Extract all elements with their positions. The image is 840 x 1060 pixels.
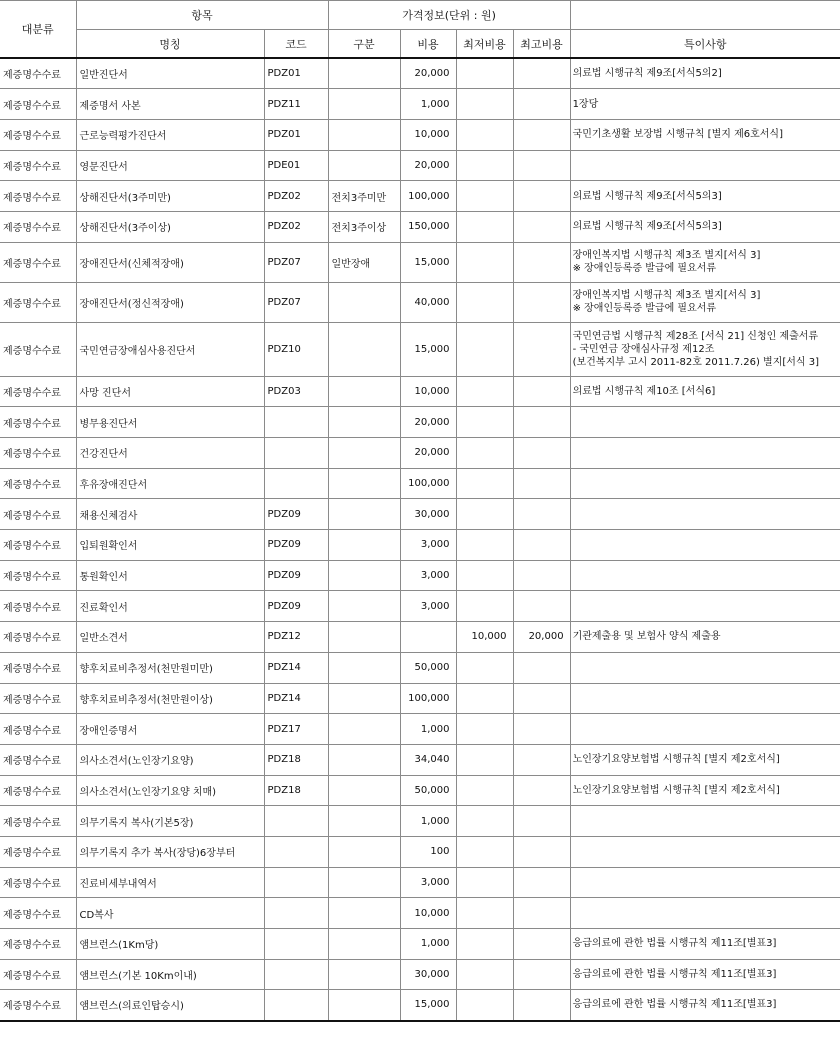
division-cell [328,322,400,376]
note-cell [570,652,840,683]
max-cost-cell [513,181,570,212]
name-cell: 사망 진단서 [76,376,264,407]
min-cost-cell [456,775,513,806]
cost-cell: 100,000 [400,468,456,499]
header-code: 코드 [264,30,328,59]
name-cell: CD복사 [76,898,264,929]
name-cell: 의무기록지 추가 복사(장당)6장부터 [76,836,264,867]
table-row [0,407,840,438]
min-cost-cell [456,959,513,990]
table-row [0,990,840,1021]
category-cell: 제증명수수료 [0,438,76,469]
name-cell: 후유장애진단서 [76,468,264,499]
code-cell [264,929,328,960]
division-cell [328,714,400,745]
cost-cell: 15,000 [400,242,456,282]
min-cost-cell [456,591,513,622]
name-cell: 장애진단서(정신적장애) [76,282,264,322]
category-cell: 제증명수수료 [0,836,76,867]
table-body [0,58,840,1021]
cost-cell: 34,040 [400,744,456,775]
note-cell [570,867,840,898]
name-cell: 장애진단서(신체적장애) [76,242,264,282]
division-cell [328,376,400,407]
division-cell [328,959,400,990]
category-cell: 제증명수수료 [0,211,76,242]
table-row [0,806,840,837]
note-cell: 의료법 시행규칙 제9조[서식5의2] [570,58,840,89]
note-cell: 노인장기요양보험법 시행규칙 [별지 제2호서식] [570,775,840,806]
name-cell: 병무용진단서 [76,407,264,438]
category-cell: 제증명수수료 [0,714,76,745]
name-cell: 향후치료비추정서(천만원미만) [76,652,264,683]
table-row [0,150,840,181]
max-cost-cell [513,407,570,438]
category-cell: 제증명수수료 [0,530,76,561]
name-cell: 향후치료비추정서(천만원이상) [76,683,264,714]
code-cell: PDZ07 [264,282,328,322]
max-cost-cell [513,929,570,960]
note-cell [570,591,840,622]
cost-cell: 150,000 [400,211,456,242]
table-row [0,322,840,376]
note-cell [570,407,840,438]
division-cell [328,591,400,622]
code-cell: PDZ14 [264,683,328,714]
header-note: 특이사항 [570,30,840,59]
max-cost-cell [513,714,570,745]
cost-cell: 10,000 [400,898,456,929]
division-cell [328,530,400,561]
table-row [0,714,840,745]
category-cell: 제증명수수료 [0,499,76,530]
max-cost-cell [513,468,570,499]
cost-cell: 15,000 [400,990,456,1021]
min-cost-cell [456,376,513,407]
min-cost-cell [456,530,513,561]
name-cell: 일반진단서 [76,58,264,89]
min-cost-cell [456,836,513,867]
name-cell: 앰브런스(1Km당) [76,929,264,960]
max-cost-cell [513,867,570,898]
max-cost-cell [513,119,570,150]
code-cell: PDZ18 [264,775,328,806]
table-row [0,89,840,120]
division-cell [328,560,400,591]
name-cell: 근로능력평가진단서 [76,119,264,150]
note-cell: 응급의료에 관한 법률 시행규칙 제11조[별표3] [570,990,840,1021]
table-row [0,683,840,714]
name-cell: 통원확인서 [76,560,264,591]
min-cost-cell [456,714,513,745]
category-cell: 제증명수수료 [0,867,76,898]
category-cell: 제증명수수료 [0,744,76,775]
code-cell [264,438,328,469]
header-item-group: 항목 [76,1,328,30]
note-cell: 노인장기요양보험법 시행규칙 [별지 제2호서식] [570,744,840,775]
table-row [0,560,840,591]
cost-cell: 1,000 [400,806,456,837]
max-cost-cell [513,499,570,530]
max-cost-cell [513,242,570,282]
name-cell: 진료확인서 [76,591,264,622]
note-cell [570,683,840,714]
division-cell [328,438,400,469]
code-cell: PDZ18 [264,744,328,775]
min-cost-cell [456,652,513,683]
division-cell [328,775,400,806]
cost-cell: 20,000 [400,150,456,181]
name-cell: 상해진단서(3주이상) [76,211,264,242]
note-cell: 응급의료에 관한 법률 시행규칙 제11조[별표3] [570,959,840,990]
cost-cell: 3,000 [400,591,456,622]
min-cost-cell [456,119,513,150]
cost-cell: 3,000 [400,530,456,561]
category-cell: 제증명수수료 [0,775,76,806]
code-cell [264,836,328,867]
division-cell [328,89,400,120]
max-cost-cell [513,591,570,622]
category-cell: 제증명수수료 [0,376,76,407]
name-cell: 제증명서 사본 [76,89,264,120]
table-row [0,438,840,469]
min-cost-cell [456,58,513,89]
code-cell [264,990,328,1021]
max-cost-cell [513,150,570,181]
table-row [0,499,840,530]
max-cost-cell [513,376,570,407]
min-cost-cell [456,181,513,212]
category-cell: 제증명수수료 [0,242,76,282]
note-cell: 응급의료에 관한 법률 시행규칙 제11조[별표3] [570,929,840,960]
name-cell: 건강진단서 [76,438,264,469]
category-cell: 제증명수수료 [0,560,76,591]
min-cost-cell [456,211,513,242]
name-cell: 앰브런스(기본 10Km이내) [76,959,264,990]
min-cost-cell [456,683,513,714]
code-cell: PDZ09 [264,591,328,622]
min-cost-cell [456,806,513,837]
note-cell: 의료법 시행규칙 제10조 [서식6] [570,376,840,407]
code-cell: PDZ09 [264,560,328,591]
table-row [0,959,840,990]
category-cell: 제증명수수료 [0,683,76,714]
cost-cell [400,622,456,653]
name-cell: 상해진단서(3주미만) [76,181,264,212]
code-cell [264,959,328,990]
note-cell: 국민연금법 시행규칙 제28조 [서식 21] 신청인 제출서류 - 국민연금 장애심사규정 제12조 (보건복지부 고시 2011-82호 2011.7.26) 별지[서식 3] [570,322,840,376]
note-cell [570,150,840,181]
cost-cell: 20,000 [400,407,456,438]
note-cell [570,714,840,745]
category-cell: 제증명수수료 [0,119,76,150]
max-cost-cell [513,211,570,242]
min-cost-cell [456,89,513,120]
table-row [0,744,840,775]
name-cell: 진료비세부내역서 [76,867,264,898]
min-cost-cell [456,560,513,591]
cost-cell: 40,000 [400,282,456,322]
cost-cell: 50,000 [400,775,456,806]
division-cell [328,622,400,653]
category-cell: 제증명수수료 [0,181,76,212]
header-name: 명칭 [76,30,264,59]
note-cell [570,438,840,469]
max-cost-cell [513,744,570,775]
name-cell: 채용신체검사 [76,499,264,530]
category-cell: 제증명수수료 [0,652,76,683]
table-row [0,468,840,499]
cost-cell: 50,000 [400,652,456,683]
note-cell: 의료법 시행규칙 제9조[서식5의3] [570,211,840,242]
table-row [0,836,840,867]
code-cell [264,806,328,837]
table-row [0,376,840,407]
cost-cell: 1,000 [400,89,456,120]
code-cell: PDZ11 [264,89,328,120]
max-cost-cell [513,959,570,990]
table-row [0,622,840,653]
code-cell [264,468,328,499]
min-cost-cell [456,744,513,775]
table-row [0,181,840,212]
max-cost-cell [513,990,570,1021]
code-cell [264,867,328,898]
cost-cell: 30,000 [400,959,456,990]
name-cell: 의무기록지 복사(기본5장) [76,806,264,837]
cost-cell: 3,000 [400,560,456,591]
division-cell [328,836,400,867]
code-cell: PDZ02 [264,181,328,212]
table-row [0,242,840,282]
category-cell: 제증명수수료 [0,622,76,653]
header-price-group: 가격정보(단위 : 원) [328,1,570,30]
note-cell: 국민기초생활 보장법 시행규칙 [별지 제6호서식] [570,119,840,150]
max-cost-cell [513,438,570,469]
max-cost-cell [513,683,570,714]
division-cell [328,407,400,438]
name-cell: 입퇴원확인서 [76,530,264,561]
division-cell [328,744,400,775]
min-cost-cell [456,407,513,438]
code-cell: PDZ02 [264,211,328,242]
division-cell [328,150,400,181]
min-cost-cell [456,282,513,322]
cost-cell: 1,000 [400,714,456,745]
max-cost-cell [513,898,570,929]
division-cell [328,990,400,1021]
min-cost-cell [456,468,513,499]
note-cell [570,560,840,591]
division-cell [328,282,400,322]
code-cell: PDZ09 [264,499,328,530]
header-category: 대분류 [0,1,76,59]
cost-cell: 10,000 [400,376,456,407]
max-cost-cell [513,806,570,837]
note-cell [570,806,840,837]
note-cell: 기관제출용 및 보험사 양식 제출용 [570,622,840,653]
cost-cell: 20,000 [400,58,456,89]
table-row [0,211,840,242]
table-row [0,119,840,150]
code-cell: PDZ07 [264,242,328,282]
min-cost-cell [456,867,513,898]
min-cost-cell [456,150,513,181]
max-cost-cell [513,775,570,806]
max-cost-cell [513,560,570,591]
name-cell: 국민연금장애심사용진단서 [76,322,264,376]
table-row [0,898,840,929]
division-cell: 전치3주이상 [328,211,400,242]
code-cell: PDZ01 [264,119,328,150]
max-cost-cell [513,530,570,561]
code-cell: PDZ01 [264,58,328,89]
header-cost: 비용 [400,30,456,59]
header-max-cost: 최고비용 [513,30,570,59]
name-cell: 의사소견서(노인장기요양) [76,744,264,775]
code-cell: PDZ03 [264,376,328,407]
name-cell: 장애인증명서 [76,714,264,745]
note-cell [570,468,840,499]
min-cost-cell [456,438,513,469]
division-cell [328,898,400,929]
name-cell: 일반소견서 [76,622,264,653]
category-cell: 제증명수수료 [0,959,76,990]
max-cost-cell: 20,000 [513,622,570,653]
cost-cell: 100,000 [400,683,456,714]
division-cell [328,806,400,837]
division-cell [328,929,400,960]
category-cell: 제증명수수료 [0,407,76,438]
code-cell: PDE01 [264,150,328,181]
note-cell [570,499,840,530]
table-row [0,867,840,898]
max-cost-cell [513,836,570,867]
table-row [0,530,840,561]
category-cell: 제증명수수료 [0,591,76,622]
code-cell [264,898,328,929]
name-cell: 앰브런스(의료인탑승시) [76,990,264,1021]
category-cell: 제증명수수료 [0,468,76,499]
code-cell: PDZ12 [264,622,328,653]
table-row [0,929,840,960]
min-cost-cell: 10,000 [456,622,513,653]
note-cell: 장애인복지법 시행규칙 제3조 별지[서식 3] ※ 장애인등록증 발급에 필요서류 [570,242,840,282]
min-cost-cell [456,898,513,929]
division-cell [328,867,400,898]
cost-cell: 3,000 [400,867,456,898]
cost-cell: 20,000 [400,438,456,469]
max-cost-cell [513,652,570,683]
note-cell [570,836,840,867]
note-cell [570,898,840,929]
division-cell: 전치3주미만 [328,181,400,212]
division-cell [328,119,400,150]
note-cell: 장애인복지법 시행규칙 제3조 별지[서식 3] ※ 장애인등록증 발급에 필요서류 [570,282,840,322]
table-row [0,652,840,683]
header-division: 구분 [328,30,400,59]
division-cell [328,683,400,714]
header-min-cost: 최저비용 [456,30,513,59]
max-cost-cell [513,282,570,322]
category-cell: 제증명수수료 [0,282,76,322]
category-cell: 제증명수수료 [0,806,76,837]
min-cost-cell [456,322,513,376]
note-cell [570,530,840,561]
min-cost-cell [456,499,513,530]
header-blank [570,1,840,30]
table-row [0,775,840,806]
table-row [0,591,840,622]
category-cell: 제증명수수료 [0,89,76,120]
cost-cell: 30,000 [400,499,456,530]
division-cell [328,652,400,683]
min-cost-cell [456,990,513,1021]
category-cell: 제증명수수료 [0,990,76,1021]
division-cell [328,499,400,530]
min-cost-cell [456,929,513,960]
name-cell: 영문진단서 [76,150,264,181]
cost-cell: 1,000 [400,929,456,960]
division-cell [328,58,400,89]
category-cell: 제증명수수료 [0,322,76,376]
min-cost-cell [456,242,513,282]
code-cell: PDZ10 [264,322,328,376]
code-cell: PDZ17 [264,714,328,745]
cost-cell: 100,000 [400,181,456,212]
category-cell: 제증명수수료 [0,929,76,960]
note-cell: 의료법 시행규칙 제9조[서식5의3] [570,181,840,212]
division-cell [328,468,400,499]
code-cell: PDZ14 [264,652,328,683]
code-cell: PDZ09 [264,530,328,561]
table-row [0,58,840,89]
note-cell: 1장당 [570,89,840,120]
cost-cell: 15,000 [400,322,456,376]
cost-cell: 10,000 [400,119,456,150]
max-cost-cell [513,58,570,89]
cost-cell: 100 [400,836,456,867]
max-cost-cell [513,322,570,376]
code-cell [264,407,328,438]
category-cell: 제증명수수료 [0,150,76,181]
category-cell: 제증명수수료 [0,58,76,89]
max-cost-cell [513,89,570,120]
category-cell: 제증명수수료 [0,898,76,929]
table-row [0,282,840,322]
name-cell: 의사소견서(노인장기요양 치매) [76,775,264,806]
division-cell: 일반장애 [328,242,400,282]
